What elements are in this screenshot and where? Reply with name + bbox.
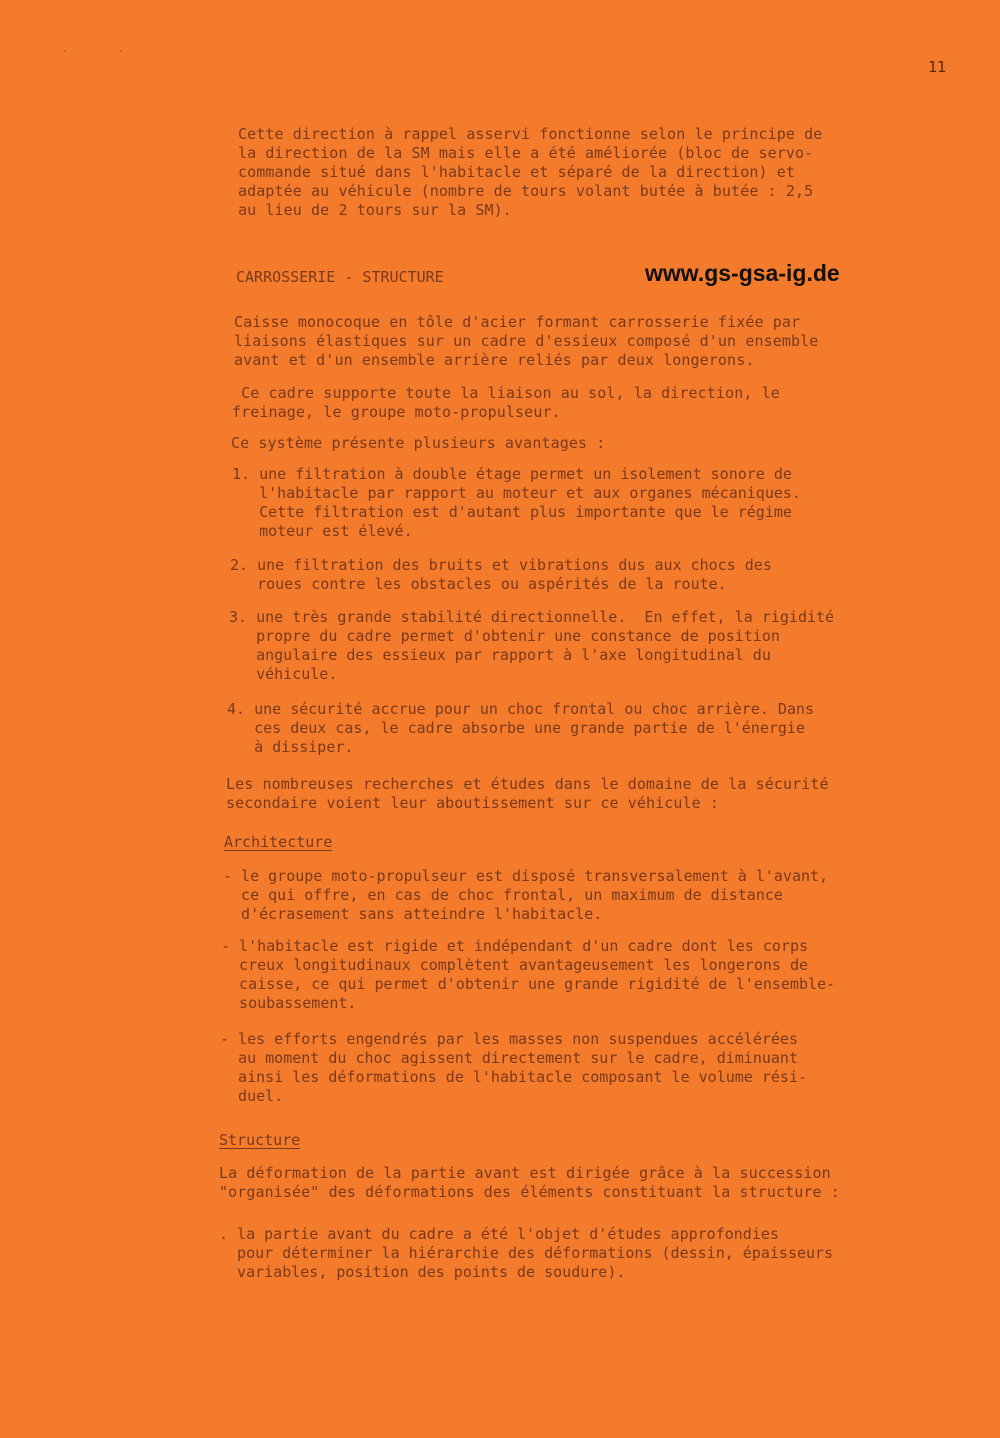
subsection-heading: Structure (219, 1131, 301, 1149)
list-item: . la partie avant du cadre a été l'objet d'études approfondies pour déterminer la hiérarchie des déformations (dessin, épaisseurs variables, position des points de soudure). (219, 1225, 834, 1281)
body-paragraph: Les nombreuses recherches et études dans le domaine de la sécurité secondaire voient leur aboutissement sur ce véhicule : (226, 775, 829, 812)
body-paragraph: La déformation de la partie avant est dirigée grâce à la succession "organisée" des déformations des éléments constituant la structure : (219, 1164, 840, 1201)
list-item: - l'habitacle est rigide et indépendant d'un cadre dont les corps creux longitudinaux complètent avantageusement les longerons de caisse, ce qui permet d'obtenir une grande rigidité de l'ensemble- soubassement. (221, 937, 836, 1012)
list-item: 4. une sécurité accrue pour un choc frontal ou choc arrière. Dans ces deux cas, le cadre absorbe une grande partie de l'énergie à dissiper. (227, 700, 814, 756)
subsection-heading: Architecture (224, 833, 333, 851)
body-paragraph: Ce cadre supporte toute la liaison au sol, la direction, le freinage, le groupe moto-propulseur. (232, 384, 780, 421)
body-paragraph: Caisse monocoque en tôle d'acier formant carrosserie fixée par liaisons élastiques sur un cadre d'essieux composé d'un ensemble avant et d'un ensemble arrière reliés par deux longerons. (234, 313, 819, 369)
list-item: 3. une très grande stabilité directionnelle. En effet, la rigidité propre du cadre permet d'obtenir une constance de position angulaire des essieux par rapport à l'axe longitudinal du véhicule. (229, 608, 835, 683)
intro-paragraph: Cette direction à rappel asservi fonctionne selon le principe de la direction de la SM mais elle a été améliorée (bloc de servo- commande situé dans l'habitacle et séparé de la direction) et adaptée au véhicule (nombre de tours volant butée à butée : 2,5 au lieu de 2 tours sur la SM). (238, 125, 823, 219)
list-item: 2. une filtration des bruits et vibrations dus aux chocs des roues contre les obstacles ou aspérités de la route. (230, 556, 772, 593)
list-item: - le groupe moto-propulseur est disposé transversalement à l'avant, ce qui offre, en cas de choc frontal, un maximum de distance d'écrasement sans atteindre l'habitacle. (223, 867, 829, 923)
page-number: 11 (928, 58, 947, 76)
body-paragraph: Ce système présente plusieurs avantages : (231, 434, 606, 452)
list-item: - les efforts engendrés par les masses non suspendues accélérées au moment du choc agissent directement sur le cadre, diminuant ainsi les déformations de l'habitacle composant le volume rési- duel. (220, 1030, 807, 1105)
website-watermark: www.gs-gsa-ig.de (645, 260, 840, 286)
scan-specks: ˙˙ (62, 50, 175, 61)
list-item: 1. une filtration à double étage permet un isolement sonore de l'habitacle par rapport au moteur et aux organes mécaniques. Cette filtration est d'autant plus importante que le régime moteur est élevé. (232, 465, 801, 540)
section-heading: CARROSSERIE - STRUCTURE (236, 268, 444, 286)
